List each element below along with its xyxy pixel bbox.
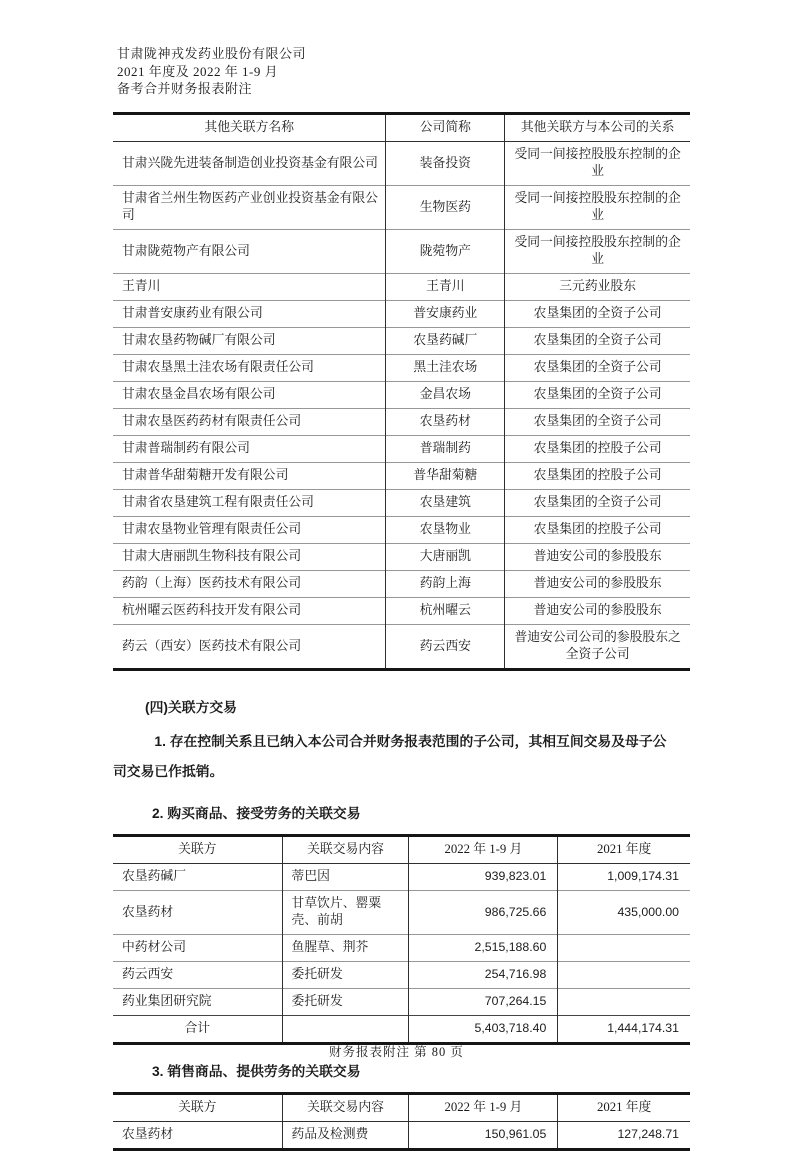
section-heading-purchases: 2. 购买商品、接受劳务的关联交易 — [152, 805, 361, 821]
column-header-2021: 2021 年度 — [558, 1093, 690, 1121]
table-row — [113, 229, 690, 273]
table-cell: 普迪安公司的参股股东 — [505, 570, 690, 597]
table-cell — [282, 1015, 409, 1043]
table-cell: 甘肃农垦物业管理有限责任公司 — [113, 516, 386, 543]
table-cell: 大唐丽凯 — [386, 543, 505, 570]
table-row — [113, 462, 690, 489]
column-header-abbr: 公司简称 — [386, 113, 505, 141]
table-row — [113, 543, 690, 570]
table-cell: 甘肃省农垦建筑工程有限责任公司 — [113, 489, 386, 516]
table-cell: 甘肃农垦黑土洼农场有限责任公司 — [113, 354, 386, 381]
table-row — [113, 489, 690, 516]
table-header-row — [113, 835, 690, 863]
table-cell: 黑土洼农场 — [386, 354, 505, 381]
document-header — [117, 0, 793, 98]
table-cell: 蒂巴因 — [282, 863, 409, 890]
table-row — [113, 1121, 690, 1149]
table-cell: 农垦药材 — [386, 408, 505, 435]
table-cell: 甘肃大唐丽凯生物科技有限公司 — [113, 543, 386, 570]
table-row — [113, 516, 690, 543]
table-row — [113, 1015, 690, 1043]
table-cell: 939,823.01 — [409, 863, 558, 890]
table-cell: 1,444,174.31 — [558, 1015, 690, 1043]
table-cell: 254,716.98 — [409, 961, 558, 988]
table-cell: 药云（西安）医药技术有限公司 — [113, 624, 386, 669]
table-row — [113, 354, 690, 381]
table-row — [113, 327, 690, 354]
table-cell: 生物医药 — [386, 185, 505, 229]
table-cell: 农垦集团的全资子公司 — [505, 354, 690, 381]
table-cell: 甘肃普安康药业有限公司 — [113, 300, 386, 327]
table-cell: 甘肃普瑞制药有限公司 — [113, 435, 386, 462]
column-header-2021: 2021 年度 — [558, 835, 690, 863]
paragraph-control-relationship: 1. 存在控制关系且已纳入本公司合并财务报表范围的子公司，其相互间交易及母子公司交易已作抵销。 — [113, 733, 667, 779]
table-cell: 普迪安公司的参股股东 — [505, 543, 690, 570]
table-cell: 陇菀物产 — [386, 229, 505, 273]
table-cell: 农垦集团的全资子公司 — [505, 408, 690, 435]
table-cell — [558, 988, 690, 1015]
table-cell: 435,000.00 — [558, 890, 690, 934]
table-cell: 127,248.71 — [558, 1121, 690, 1149]
table-header-row — [113, 1093, 690, 1121]
table-row — [113, 273, 690, 300]
table-cell: 农垦集团的全资子公司 — [505, 300, 690, 327]
table-cell: 鱼腥草、荆芥 — [282, 934, 409, 961]
table-cell: 委托研发 — [282, 988, 409, 1015]
table-row — [113, 961, 690, 988]
table-cell: 农垦集团的全资子公司 — [505, 327, 690, 354]
table-cell: 普华甜菊糖 — [386, 462, 505, 489]
table-cell: 杭州曜云医药科技开发有限公司 — [113, 597, 386, 624]
table-row — [113, 300, 690, 327]
table-cell: 王青川 — [386, 273, 505, 300]
table-row — [113, 934, 690, 961]
table-cell — [558, 934, 690, 961]
page-footer: 财务报表附注 第 80 页 — [329, 1045, 464, 1059]
column-header-content: 关联交易内容 — [282, 835, 409, 863]
table-cell: 农垦集团的控股子公司 — [505, 462, 690, 489]
table-row — [113, 863, 690, 890]
table-cell: 1,009,174.31 — [558, 863, 690, 890]
table-cell: 甘肃省兰州生物医药产业创业投资基金有限公司 — [113, 185, 386, 229]
sales-table — [113, 1092, 690, 1151]
table-cell: 707,264.15 — [409, 988, 558, 1015]
table-cell: 普瑞制药 — [386, 435, 505, 462]
table-cell: 药业集团研究院 — [113, 988, 282, 1015]
table-header-row — [113, 113, 690, 141]
table-cell: 农垦集团的控股子公司 — [505, 516, 690, 543]
table-cell: 普迪安公司的参股股东 — [505, 597, 690, 624]
table-cell: 装备投资 — [386, 141, 505, 185]
table-cell: 甘草饮片、罂粟壳、前胡 — [282, 890, 409, 934]
table-cell: 受同一间接控股股东控制的企业 — [505, 229, 690, 273]
table-cell: 甘肃农垦药物碱厂有限公司 — [113, 327, 386, 354]
table-cell: 986,725.66 — [409, 890, 558, 934]
table-cell: 2,515,188.60 — [409, 934, 558, 961]
table-cell: 甘肃农垦金昌农场有限公司 — [113, 381, 386, 408]
table-cell — [558, 961, 690, 988]
table-cell: 三元药业股东 — [505, 273, 690, 300]
table-row — [113, 185, 690, 229]
table-cell: 甘肃普华甜菊糖开发有限公司 — [113, 462, 386, 489]
table-cell: 农垦物业 — [386, 516, 505, 543]
table-cell: 农垦集团的控股子公司 — [505, 435, 690, 462]
column-header-party: 关联方 — [113, 1093, 282, 1121]
table-row — [113, 408, 690, 435]
table-cell: 药品及检测费 — [282, 1121, 409, 1149]
table-cell: 药云西安 — [386, 624, 505, 669]
table-cell: 甘肃农垦医药药材有限责任公司 — [113, 408, 386, 435]
section-heading-sales: 3. 销售商品、提供劳务的关联交易 — [152, 1063, 361, 1079]
column-header-2022: 2022 年 1-9 月 — [409, 1093, 558, 1121]
table-cell: 药云西安 — [113, 961, 282, 988]
company-name: 甘肃陇神戎发药业股份有限公司 — [117, 46, 307, 61]
table-cell: 农垦药材 — [113, 890, 282, 934]
table-cell: 农垦建筑 — [386, 489, 505, 516]
table-cell: 150,961.05 — [409, 1121, 558, 1149]
column-header-2022: 2022 年 1-9 月 — [409, 835, 558, 863]
table-cell: 王青川 — [113, 273, 386, 300]
table-row — [113, 141, 690, 185]
table-cell: 受同一间接控股股东控制的企业 — [505, 185, 690, 229]
table-cell: 受同一间接控股股东控制的企业 — [505, 141, 690, 185]
table-cell: 普安康药业 — [386, 300, 505, 327]
table-cell: 甘肃陇菀物产有限公司 — [113, 229, 386, 273]
table-cell: 合计 — [113, 1015, 282, 1043]
table-cell: 农垦集团的全资子公司 — [505, 381, 690, 408]
column-header-name: 其他关联方名称 — [113, 113, 386, 141]
table-cell: 药韵（上海）医药技术有限公司 — [113, 570, 386, 597]
table-row — [113, 597, 690, 624]
table-cell: 农垦药材 — [122, 1127, 174, 1141]
column-header-content: 关联交易内容 — [282, 1093, 409, 1121]
column-header-party: 关联方 — [113, 835, 282, 863]
table-row — [113, 570, 690, 597]
table-cell: 5,403,718.40 — [409, 1015, 558, 1043]
table-cell: 金昌农场 — [386, 381, 505, 408]
purchases-table — [113, 834, 690, 1045]
report-title: 备考合并财务报表附注 — [117, 81, 253, 96]
table-cell: 委托研发 — [282, 961, 409, 988]
related-party-table — [113, 112, 690, 671]
table-cell: 农垦药碱厂 — [386, 327, 505, 354]
table-cell: 中药材公司 — [113, 934, 282, 961]
section-heading-related-transactions: (四)关联方交易 — [145, 699, 237, 715]
table-row — [113, 624, 690, 669]
table-cell: 农垦集团的全资子公司 — [505, 489, 690, 516]
column-header-relation: 其他关联方与本公司的关系 — [505, 113, 690, 141]
table-row — [113, 381, 690, 408]
table-row — [113, 435, 690, 462]
table-cell: 药韵上海 — [386, 570, 505, 597]
table-cell: 杭州曜云 — [386, 597, 505, 624]
report-period: 2021 年度及 2022 年 1-9 月 — [117, 63, 279, 79]
table-cell: 农垦药碱厂 — [122, 869, 186, 883]
table-row — [113, 988, 690, 1015]
table-row — [113, 890, 690, 934]
table-cell: 甘肃兴陇先进装备制造创业投资基金有限公司 — [122, 155, 378, 170]
table-cell: 普迪安公司公司的参股股东之全资子公司 — [505, 624, 690, 669]
